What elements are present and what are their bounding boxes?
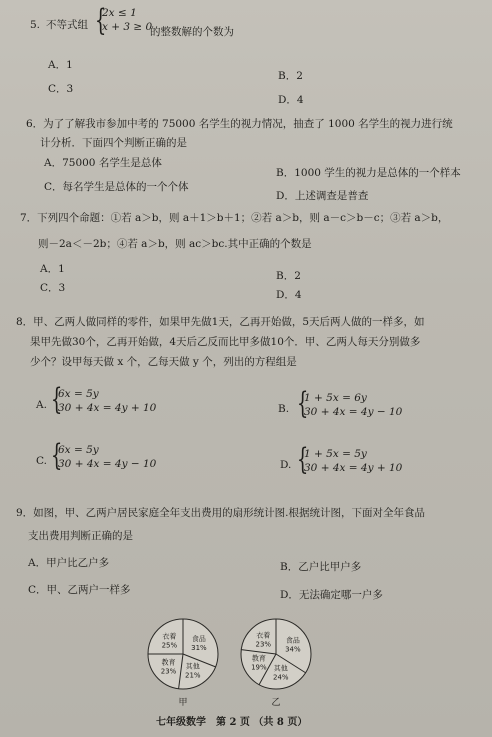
q5-ineq-2: x + 3 ≥ 0 bbox=[102, 21, 153, 34]
q8-option-b-system[interactable] bbox=[304, 391, 402, 419]
q8-option-b-brace: { bbox=[296, 386, 309, 421]
q6-option-b[interactable]: B．1000 学生的视力是总体的一个样本 bbox=[276, 167, 461, 179]
pie-label-jia-3: 其他 bbox=[185, 662, 200, 671]
q6-option-c[interactable]: C．每名学生是总体的一个个体 bbox=[44, 181, 189, 193]
pie-value-yi-2: 19% bbox=[251, 663, 267, 672]
q5-ineq-1: 2x ≤ 1 bbox=[102, 7, 137, 19]
q8-stem-line-1: 8．甲、乙两人做同样的零件，如果甲先做1天，乙再开始做，5天后两人做的一样多，如 bbox=[16, 316, 425, 328]
q8-option-a-eq-1: 6x = 5y bbox=[58, 388, 99, 400]
q5-option-d[interactable]: D．4 bbox=[278, 94, 304, 106]
q8-option-c-eq-2: 30 + 4x = 4y − 10 bbox=[58, 458, 157, 471]
pie-label-jia-2: 教育 bbox=[161, 658, 176, 667]
pie-value-jia-2: 23% bbox=[160, 667, 177, 676]
pie-value-jia-1: 31% bbox=[191, 644, 207, 653]
q9-option-d[interactable]: D．无法确定哪一户多 bbox=[280, 589, 383, 601]
q8-option-c-system[interactable] bbox=[58, 443, 156, 471]
pie-label-yi-3: 其他 bbox=[273, 664, 288, 673]
q8-option-c-label[interactable]: C. bbox=[36, 455, 47, 467]
pie-value-yi-3: 24% bbox=[273, 673, 289, 682]
q8-option-b-eq-2: 30 + 4x = 4y − 10 bbox=[304, 406, 403, 419]
q7-option-a[interactable]: A．1 bbox=[40, 263, 65, 275]
q5-option-c[interactable]: C．3 bbox=[48, 83, 74, 95]
q7-stem-line-1: 7．下列四个命题：①若 a＞b，则 a＋1＞b＋1；②若 a＞b，则 a－c＞b－c；③若 a＞b， bbox=[20, 212, 449, 224]
q6-option-a[interactable]: A．75000 名学生是总体 bbox=[44, 157, 162, 169]
q8-option-d-label[interactable]: D. bbox=[280, 459, 292, 471]
q9-stem-line-1: 9．如图，甲、乙两户居民家庭全年支出费用的扇形统计图.根据统计图，下面对全年食品 bbox=[16, 507, 426, 519]
pie-title-jia: 甲 bbox=[178, 698, 188, 708]
q6-stem-line-2: 计分析．下面四个判断正确的是 bbox=[40, 137, 187, 149]
q8-stem-line-2: 果甲先做30个，乙再开始做，4天后乙反而比甲多做10个．甲、乙两人每天分别做多 bbox=[30, 336, 421, 348]
q9-option-b[interactable]: B．乙户比甲户多 bbox=[280, 561, 362, 573]
page-footer: 七年级数学 第 2 页 （共 8 页） bbox=[156, 717, 308, 728]
pie-value-yi-0: 23% bbox=[255, 640, 272, 649]
pie-chart-yi bbox=[236, 614, 316, 708]
q5-number: 5. bbox=[30, 19, 41, 31]
q8-option-a-system[interactable] bbox=[58, 387, 156, 415]
q7-option-b[interactable]: B．2 bbox=[276, 270, 301, 282]
q8-option-b-label[interactable]: B. bbox=[278, 403, 290, 415]
pie-label-yi-0: 衣着 bbox=[256, 631, 271, 640]
q8-option-b-eq-1: 1 + 5x = 6y bbox=[304, 392, 367, 404]
q8-option-c-brace: { bbox=[50, 438, 63, 473]
q9-option-a[interactable]: A．甲户比乙户多 bbox=[28, 557, 110, 569]
pie-value-jia-3: 21% bbox=[185, 671, 201, 680]
q8-option-a-brace: { bbox=[50, 382, 63, 417]
q6-option-d[interactable]: D．上述调查是普查 bbox=[276, 190, 369, 202]
q5-option-a[interactable]: A．1 bbox=[48, 59, 73, 71]
pie-value-yi-1: 34% bbox=[285, 645, 301, 654]
q9-stem-line-2: 支出费用判断正确的是 bbox=[28, 530, 133, 542]
q8-option-d-eq-1: 1 + 5x = 5y bbox=[304, 448, 367, 460]
q5-stem-post: 的整数解的个数为 bbox=[150, 26, 234, 38]
q8-option-d-eq-2: 30 + 4x = 4y + 10 bbox=[304, 462, 403, 475]
pie-chart-jia bbox=[143, 614, 223, 708]
q8-option-a-label[interactable]: A. bbox=[36, 399, 47, 411]
q9-option-c[interactable]: C．甲、乙两户一样多 bbox=[28, 584, 131, 596]
q7-stem-line-2: 则－2a＜－2b；④若 a＞b，则 ac＞bc.其中正确的个数是 bbox=[38, 238, 312, 250]
pie-label-jia-1: 食品 bbox=[191, 635, 206, 644]
pie-label-jia-0: 衣着 bbox=[162, 632, 177, 641]
q5-option-b[interactable]: B．2 bbox=[278, 70, 303, 82]
pie-label-yi-2: 教育 bbox=[251, 654, 266, 663]
q8-stem-line-3: 少个？设甲每天做 x 个，乙每天做 y 个，列出的方程组是 bbox=[30, 356, 297, 368]
q7-option-c[interactable]: C．3 bbox=[40, 282, 66, 294]
q5-system bbox=[102, 6, 152, 34]
q8-option-d-system[interactable] bbox=[304, 447, 402, 475]
q8-option-a-eq-2: 30 + 4x = 4y + 10 bbox=[58, 402, 157, 415]
q8-option-c-eq-1: 6x = 5y bbox=[58, 444, 99, 456]
q7-option-d[interactable]: D．4 bbox=[276, 289, 302, 301]
q8-option-d-brace: { bbox=[296, 442, 309, 477]
q5-stem-pre: 不等式组 bbox=[46, 19, 88, 31]
pie-title-yi: 乙 bbox=[271, 698, 281, 708]
q5-brace: { bbox=[94, 3, 107, 38]
q6-stem-line-1: 6．为了了解我市参加中考的 75000 名学生的视力情况，抽查了 1000 名学生的视力进行统 bbox=[26, 118, 453, 130]
pie-value-jia-0: 25% bbox=[161, 641, 178, 650]
pie-label-yi-1: 食品 bbox=[285, 636, 300, 645]
